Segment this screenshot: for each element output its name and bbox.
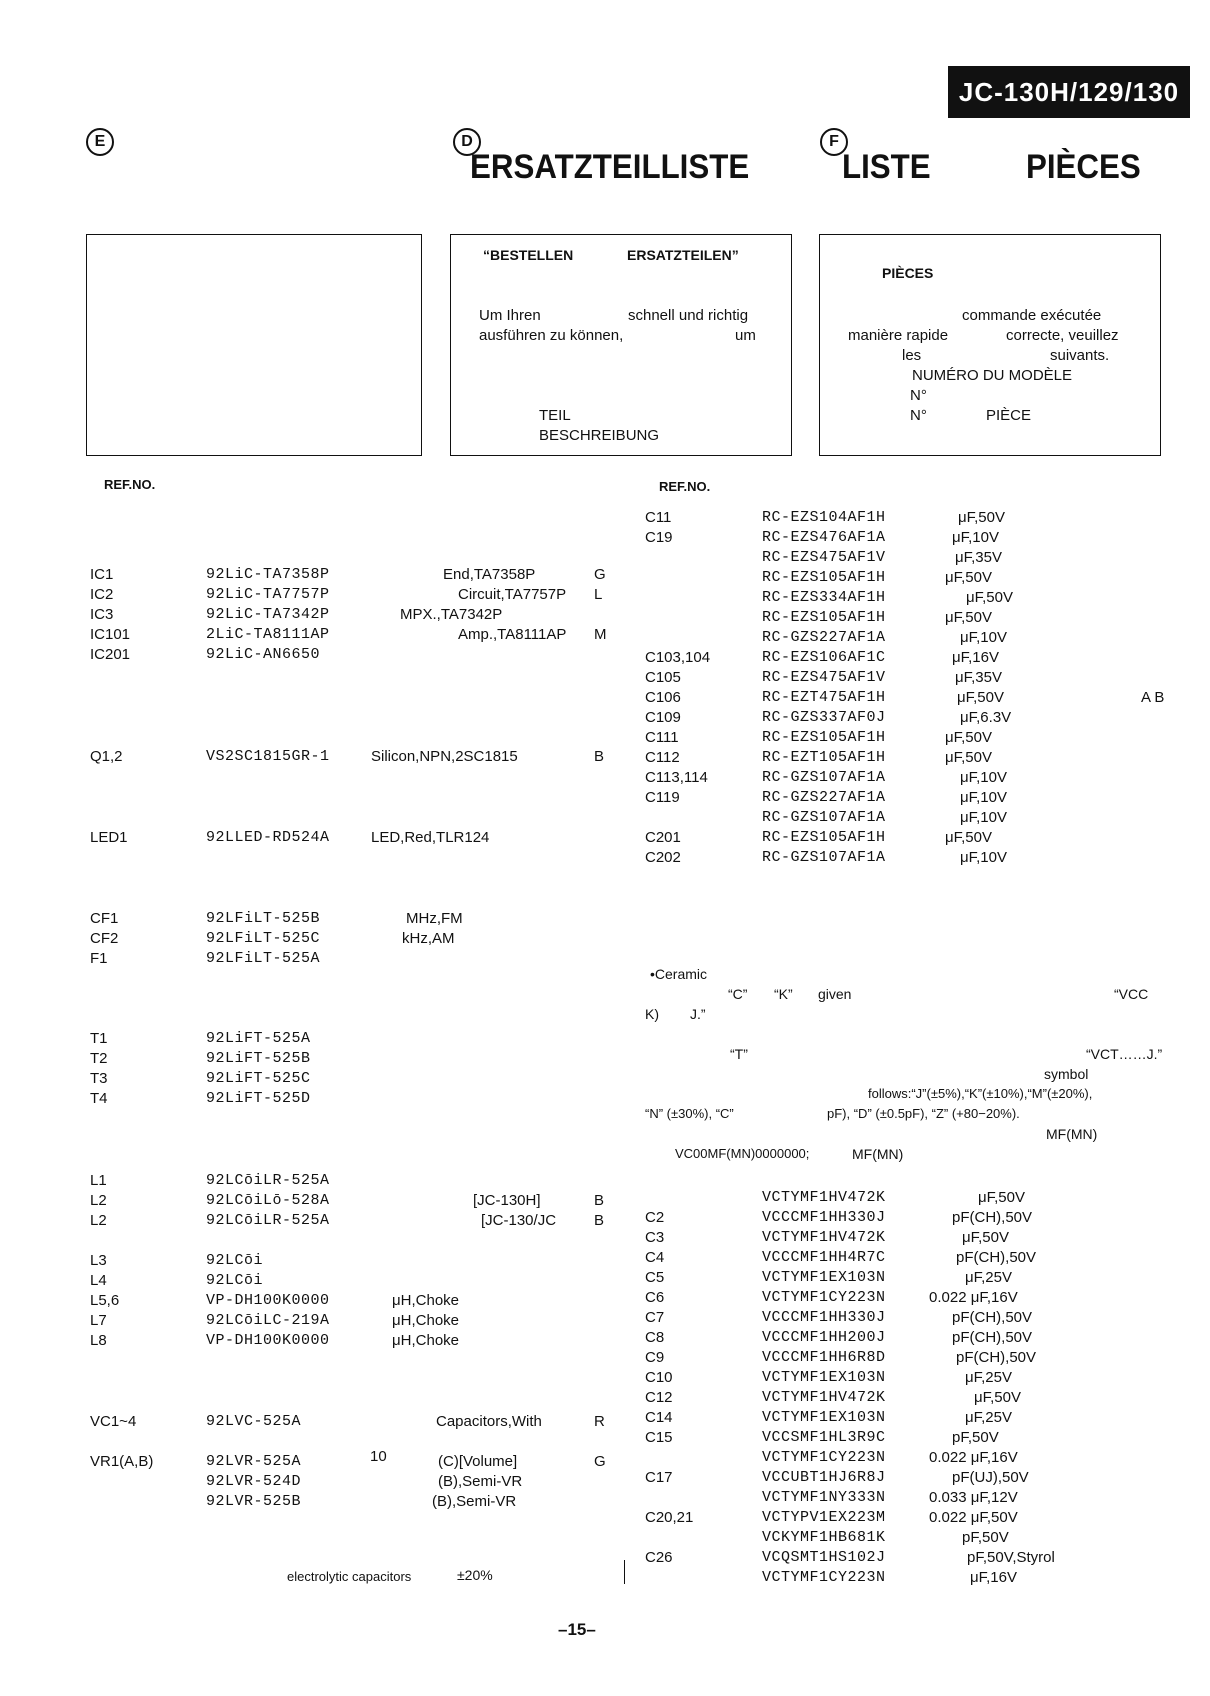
box-d-line3a: ausführen zu können,: [479, 327, 624, 344]
right-row2-ref: C12: [645, 1389, 673, 1406]
box-d-line2b: schnell und richtig: [628, 307, 749, 324]
left-row-ref: L1: [90, 1172, 107, 1189]
note-4b: “VCT……J.”: [1086, 1046, 1163, 1062]
left-row-ref: CF2: [90, 930, 119, 947]
right-row2-part: VCTYMF1CY223N: [762, 1569, 886, 1586]
right-row2-part: VCCSMF1HL3R9C: [762, 1429, 886, 1446]
left-row-part: 92LiFT-525C: [206, 1070, 311, 1087]
right-row2-part: VCTYPV1EX223M: [762, 1509, 886, 1526]
right-row2-value: pF(CH),50V: [952, 1209, 1033, 1226]
right-row2-value: 0.022 μF,50V: [929, 1509, 1018, 1526]
left-row-part: VP-DH100K0000: [206, 1292, 330, 1309]
right-row-ref: C112: [645, 749, 680, 766]
left-row-code: L: [594, 586, 603, 603]
right-row2-part: VCTYMF1HV472K: [762, 1189, 886, 1206]
note-2b: “K”: [774, 986, 793, 1002]
box-d-line1a: “BESTELLEN: [483, 247, 574, 263]
right-row2-value: μF,25V: [965, 1269, 1012, 1286]
right-row2-value: pF(CH),50V: [952, 1329, 1033, 1346]
left-row-code: B: [594, 1192, 605, 1209]
left-refno-header: REF.NO.: [104, 477, 156, 492]
right-row-ref: C109: [645, 709, 681, 726]
box-d-line1b: ERSATZTEILEN”: [627, 247, 739, 263]
left-row-ref: L8: [90, 1332, 107, 1349]
right-row2-ref: C7: [645, 1309, 665, 1326]
left-row-part: 92LCōiLR-525A: [206, 1172, 330, 1189]
left-row-part: VP-DH100K0000: [206, 1332, 330, 1349]
right-row-value: μF,10V: [960, 789, 1007, 806]
right-row2-ref: C10: [645, 1369, 673, 1386]
right-row-value: μF,6.3V: [960, 709, 1012, 726]
left-row-ref: L5,6: [90, 1292, 120, 1309]
right-row2-part: VCTYMF1EX103N: [762, 1269, 886, 1286]
right-row-ref: C11: [645, 509, 672, 526]
note-2d: “VCC: [1114, 986, 1149, 1002]
right-row2-part: VCCCMF1HH6R8D: [762, 1349, 886, 1366]
right-row-value: μF,50V: [958, 509, 1005, 526]
left-row-desc: Silicon,NPN,2SC1815: [371, 748, 518, 765]
right-row2-ref: C9: [645, 1349, 665, 1366]
left-row-code: G: [594, 566, 606, 583]
right-row-part: RC-GZS227AF1A: [762, 789, 886, 806]
left-row-ref: IC101: [90, 626, 131, 643]
right-row-ref: C201: [645, 829, 681, 846]
right-row-part: RC-EZS104AF1H: [762, 509, 886, 526]
right-row-part: RC-EZS105AF1H: [762, 729, 886, 746]
left-row-part: 92LVR-525B: [206, 1493, 302, 1510]
left-row-part: 92LiC-TA7757P: [206, 586, 330, 603]
right-row2-value: pF,50V,Styrol: [967, 1549, 1055, 1566]
left-row-part: 92LiFT-525D: [206, 1090, 311, 1107]
right-row2-value: pF(CH),50V: [952, 1309, 1033, 1326]
lang-d-marker: D: [453, 128, 481, 156]
page-number: –15–: [558, 1620, 596, 1639]
right-row-part: RC-GZS107AF1A: [762, 769, 886, 786]
left-row-ref: IC201: [90, 646, 131, 663]
model-badge: JC-130H/129/130: [948, 66, 1190, 118]
right-row-ref: C111: [645, 729, 679, 746]
left-row-ref: T2: [90, 1050, 108, 1067]
left-row-ref: L2: [90, 1212, 107, 1229]
right-row2-value: pF(CH),50V: [956, 1249, 1037, 1266]
right-row-value: μF,50V: [945, 609, 992, 626]
box-f-line3a: manière rapide: [848, 327, 949, 344]
right-row-value: μF,35V: [955, 549, 1002, 566]
left-row-ref: F1: [90, 950, 108, 967]
left-row-part: 92LVR-525A: [206, 1453, 302, 1470]
left-row-part: 92LiFT-525B: [206, 1050, 311, 1067]
note-2a: “C”: [728, 986, 748, 1002]
left-row-code: G: [594, 1453, 606, 1470]
left-row-part: 92LiC-AN6650: [206, 646, 321, 663]
left-row-code: B: [594, 1212, 605, 1229]
right-row2-ref: C15: [645, 1429, 673, 1446]
right-row2-part: VCTYMF1EX103N: [762, 1409, 886, 1426]
box-f-line6: N°: [910, 387, 927, 404]
note-7b: pF), “D” (±0.5pF), “Z” (+80−20%).: [827, 1106, 1020, 1121]
right-row2-ref: C4: [645, 1249, 665, 1266]
left-row-part: 92LCōiLC-219A: [206, 1312, 330, 1329]
right-row-ref: C106: [645, 689, 681, 706]
left-footnote-b: ±20%: [457, 1567, 493, 1583]
right-row2-value: μF,25V: [965, 1409, 1012, 1426]
right-row2-part: VCTYMF1HV472K: [762, 1229, 886, 1246]
left-row-ref: L2: [90, 1192, 107, 1209]
note-6: follows:“J”(±5%),“K”(±10%),“M”(±20%),: [868, 1086, 1093, 1101]
right-row2-part: VCKYMF1HB681K: [762, 1529, 886, 1546]
right-row-ref: C105: [645, 669, 681, 686]
left-row-desc: (B),Semi-VR: [438, 1473, 523, 1490]
right-row-value: μF,50V: [957, 689, 1004, 706]
right-row2-ref: C2: [645, 1209, 665, 1226]
right-row2-ref: C8: [645, 1329, 665, 1346]
left-row-code: B: [594, 748, 605, 765]
box-french: [819, 234, 1161, 456]
left-row-part: 92LiC-TA7342P: [206, 606, 330, 623]
right-row-part: RC-GZS107AF1A: [762, 809, 886, 826]
right-row-value: μF,10V: [960, 809, 1007, 826]
left-row-ref: L4: [90, 1272, 107, 1289]
right-row-part: RC-EZT105AF1H: [762, 749, 886, 766]
box-d-line2a: Um Ihren: [479, 307, 541, 324]
left-row-desc: μH,Choke: [392, 1332, 460, 1349]
left-row-desc: Capacitors,With: [436, 1413, 542, 1430]
left-row-part: 92LCōi: [206, 1252, 264, 1269]
left-row-part: 92LCōiLō-528A: [206, 1192, 330, 1209]
left-row-code: R: [594, 1413, 605, 1430]
right-row2-part: VCCCMF1HH330J: [762, 1209, 886, 1226]
note-7a: “N” (±30%), “C”: [645, 1106, 734, 1121]
left-row-ref: T3: [90, 1070, 108, 1087]
box-f-line7a: N°: [910, 407, 927, 424]
left-row-ref: VC1~4: [90, 1413, 137, 1430]
left-row-desc: LED,Red,TLR124: [371, 829, 490, 846]
right-row-value: μF,35V: [955, 669, 1002, 686]
title-french-1: LISTE: [842, 148, 931, 186]
right-row2-part: VCCCMF1HH4R7C: [762, 1249, 886, 1266]
box-f-line5: NUMÉRO DU MODÈLE: [912, 367, 1073, 384]
note-4a: “T”: [730, 1046, 748, 1062]
ab-code: A B: [1141, 689, 1165, 706]
right-row-part: RC-EZT475AF1H: [762, 689, 886, 706]
right-row2-ref: C6: [645, 1289, 665, 1306]
right-row2-part: VCTYMF1CY223N: [762, 1289, 886, 1306]
left-row-ref: L3: [90, 1252, 107, 1269]
left-row-ref: LED1: [90, 829, 128, 846]
left-row-ref: Q1,2: [90, 748, 123, 765]
right-row2-value: pF(UJ),50V: [952, 1469, 1029, 1486]
box-f-line7b: PIÈCE: [986, 407, 1032, 424]
right-row-part: RC-EZS105AF1H: [762, 609, 886, 626]
left-row-ref: T4: [90, 1090, 108, 1107]
left-row-part: 92LiFT-525A: [206, 1030, 311, 1047]
left-row-part: 92LLED-RD524A: [206, 829, 330, 846]
right-row-value: μF,16V: [952, 649, 999, 666]
right-row-part: RC-EZS106AF1C: [762, 649, 886, 666]
right-row-ref: C202: [645, 849, 681, 866]
left-row-part: 92LCōi: [206, 1272, 264, 1289]
left-row-part: 92LVR-524D: [206, 1473, 302, 1490]
box-f-line1: PIÈCES: [882, 265, 934, 281]
left-row-desc: μH,Choke: [392, 1292, 460, 1309]
left-footnote-a: electrolytic capacitors: [287, 1569, 412, 1584]
right-row2-part: VCTYMF1NY333N: [762, 1489, 886, 1506]
left-row-desc: Amp.,TA8111AP: [458, 626, 567, 643]
left-row-desc: μH,Choke: [392, 1312, 460, 1329]
right-row-part: RC-GZS227AF1A: [762, 629, 886, 646]
left-row-desc: End,TA7358P: [443, 566, 536, 583]
box-d-line3b: um: [735, 327, 756, 344]
right-row2-part: VCCUBT1HJ6R8J: [762, 1469, 886, 1486]
right-row-value: μF,50V: [945, 829, 992, 846]
right-row2-part: VCCCMF1HH200J: [762, 1329, 886, 1346]
right-row2-ref: C26: [645, 1549, 673, 1566]
right-row2-value: μF,50V: [962, 1229, 1009, 1246]
right-row-part: RC-GZS337AF0J: [762, 709, 886, 726]
right-row2-value: 0.033 μF,12V: [929, 1489, 1018, 1506]
right-row-value: μF,50V: [945, 749, 992, 766]
right-row2-part: VCCCMF1HH330J: [762, 1309, 886, 1326]
right-row-part: RC-EZS476AF1A: [762, 529, 886, 546]
box-f-line3b: correcte, veuillez: [1006, 327, 1119, 344]
left-row-part: 92LCōiLR-525A: [206, 1212, 330, 1229]
right-row2-value: pF,50V: [952, 1429, 999, 1446]
right-row2-ref: C17: [645, 1469, 673, 1486]
right-row2-ref: C3: [645, 1229, 665, 1246]
left-row-desc: (C)[Volume]: [438, 1453, 518, 1470]
note-ceramic: •Ceramic: [650, 966, 708, 982]
right-row-part: RC-GZS107AF1A: [762, 849, 886, 866]
right-row-value: μF,50V: [945, 729, 992, 746]
left-row-code: M: [594, 626, 607, 643]
right-row-ref: C119: [645, 789, 680, 806]
right-row-part: RC-EZS105AF1H: [762, 829, 886, 846]
right-row2-part: VCTYMF1EX103N: [762, 1369, 886, 1386]
right-row-ref: C19: [645, 529, 673, 546]
right-row-value: μF,10V: [960, 849, 1007, 866]
vr-number: 10: [370, 1448, 387, 1465]
right-row-part: RC-EZS334AF1H: [762, 589, 886, 606]
right-row2-value: μF,50V: [974, 1389, 1021, 1406]
right-row-part: RC-EZS105AF1H: [762, 569, 886, 586]
right-row-part: RC-EZS475AF1V: [762, 549, 886, 566]
right-row2-value: 0.022 μF,16V: [929, 1449, 1018, 1466]
column-divider: [624, 1560, 625, 1584]
right-row-value: μF,10V: [960, 769, 1007, 786]
left-row-desc: [JC-130H]: [473, 1192, 541, 1209]
note-5: symbol: [1044, 1066, 1089, 1082]
left-row-ref: VR1(A,B): [90, 1453, 154, 1470]
left-row-part: 92LFiLT-525B: [206, 910, 321, 927]
right-row-value: μF,50V: [945, 569, 992, 586]
left-row-ref: IC2: [90, 586, 114, 603]
left-row-desc: (B),Semi-VR: [432, 1493, 517, 1510]
left-row-ref: L7: [90, 1312, 107, 1329]
right-row-value: μF,10V: [960, 629, 1007, 646]
lang-e-marker: E: [86, 128, 114, 156]
right-refno-header: REF.NO.: [659, 479, 711, 494]
right-row-part: RC-EZS475AF1V: [762, 669, 886, 686]
right-row2-part: VCQSMT1HS102J: [762, 1549, 886, 1566]
left-row-desc: MHz,FM: [406, 910, 463, 927]
right-row-ref: C103,104: [645, 649, 711, 666]
right-row-value: μF,50V: [966, 589, 1013, 606]
right-row2-ref: C5: [645, 1269, 665, 1286]
left-row-part: 92LiC-TA7358P: [206, 566, 330, 583]
left-row-ref: CF1: [90, 910, 119, 927]
box-f-line2: commande exécutée: [962, 307, 1102, 324]
title-german: ERSATZTEILLISTE: [470, 148, 750, 186]
box-f-line4b: suivants.: [1050, 347, 1110, 364]
note-3a: K): [645, 1006, 659, 1022]
right-row2-value: μF,50V: [978, 1189, 1025, 1206]
note-2c: given: [818, 986, 852, 1002]
left-row-desc: MPX.,TA7342P: [400, 606, 503, 623]
left-row-ref: IC3: [90, 606, 114, 623]
right-row-ref: C113,114: [645, 769, 708, 786]
right-row2-value: μF,16V: [970, 1569, 1017, 1586]
left-row-desc: Circuit,TA7757P: [458, 586, 567, 603]
box-german: [450, 234, 792, 456]
right-row2-value: pF,50V: [962, 1529, 1009, 1546]
note-9a: VC00MF(MN)0000000;: [675, 1146, 810, 1161]
box-f-line4a: les: [902, 347, 922, 364]
left-row-ref: T1: [90, 1030, 108, 1047]
right-row2-ref: C20,21: [645, 1509, 694, 1526]
title-french-2: PIÈCES: [1026, 148, 1141, 186]
right-row2-ref: C14: [645, 1409, 673, 1426]
right-row2-part: VCTYMF1HV472K: [762, 1389, 886, 1406]
left-row-desc: [JC-130/JC: [481, 1212, 557, 1229]
note-8: MF(MN): [1046, 1126, 1098, 1142]
right-row2-value: pF(CH),50V: [956, 1349, 1037, 1366]
right-row2-value: 0.022 μF,16V: [929, 1289, 1018, 1306]
left-row-part: 92LFiLT-525C: [206, 930, 321, 947]
right-row2-part: VCTYMF1CY223N: [762, 1449, 886, 1466]
left-row-desc: kHz,AM: [402, 930, 455, 947]
left-row-ref: IC1: [90, 566, 114, 583]
left-row-part: 92LVC-525A: [206, 1413, 302, 1430]
note-3b: J.”: [690, 1006, 706, 1022]
right-row2-value: μF,25V: [965, 1369, 1012, 1386]
left-row-part: VS2SC1815GR-1: [206, 748, 330, 765]
box-d-line5: BESCHREIBUNG: [539, 427, 660, 444]
left-row-part: 92LFiLT-525A: [206, 950, 321, 967]
lang-f-marker: F: [820, 128, 848, 156]
note-9b: MF(MN): [852, 1146, 904, 1162]
box-english: [86, 234, 422, 456]
box-d-line4: TEIL: [539, 407, 571, 424]
right-row-value: μF,10V: [952, 529, 999, 546]
left-row-part: 2LiC-TA8111AP: [206, 626, 330, 643]
